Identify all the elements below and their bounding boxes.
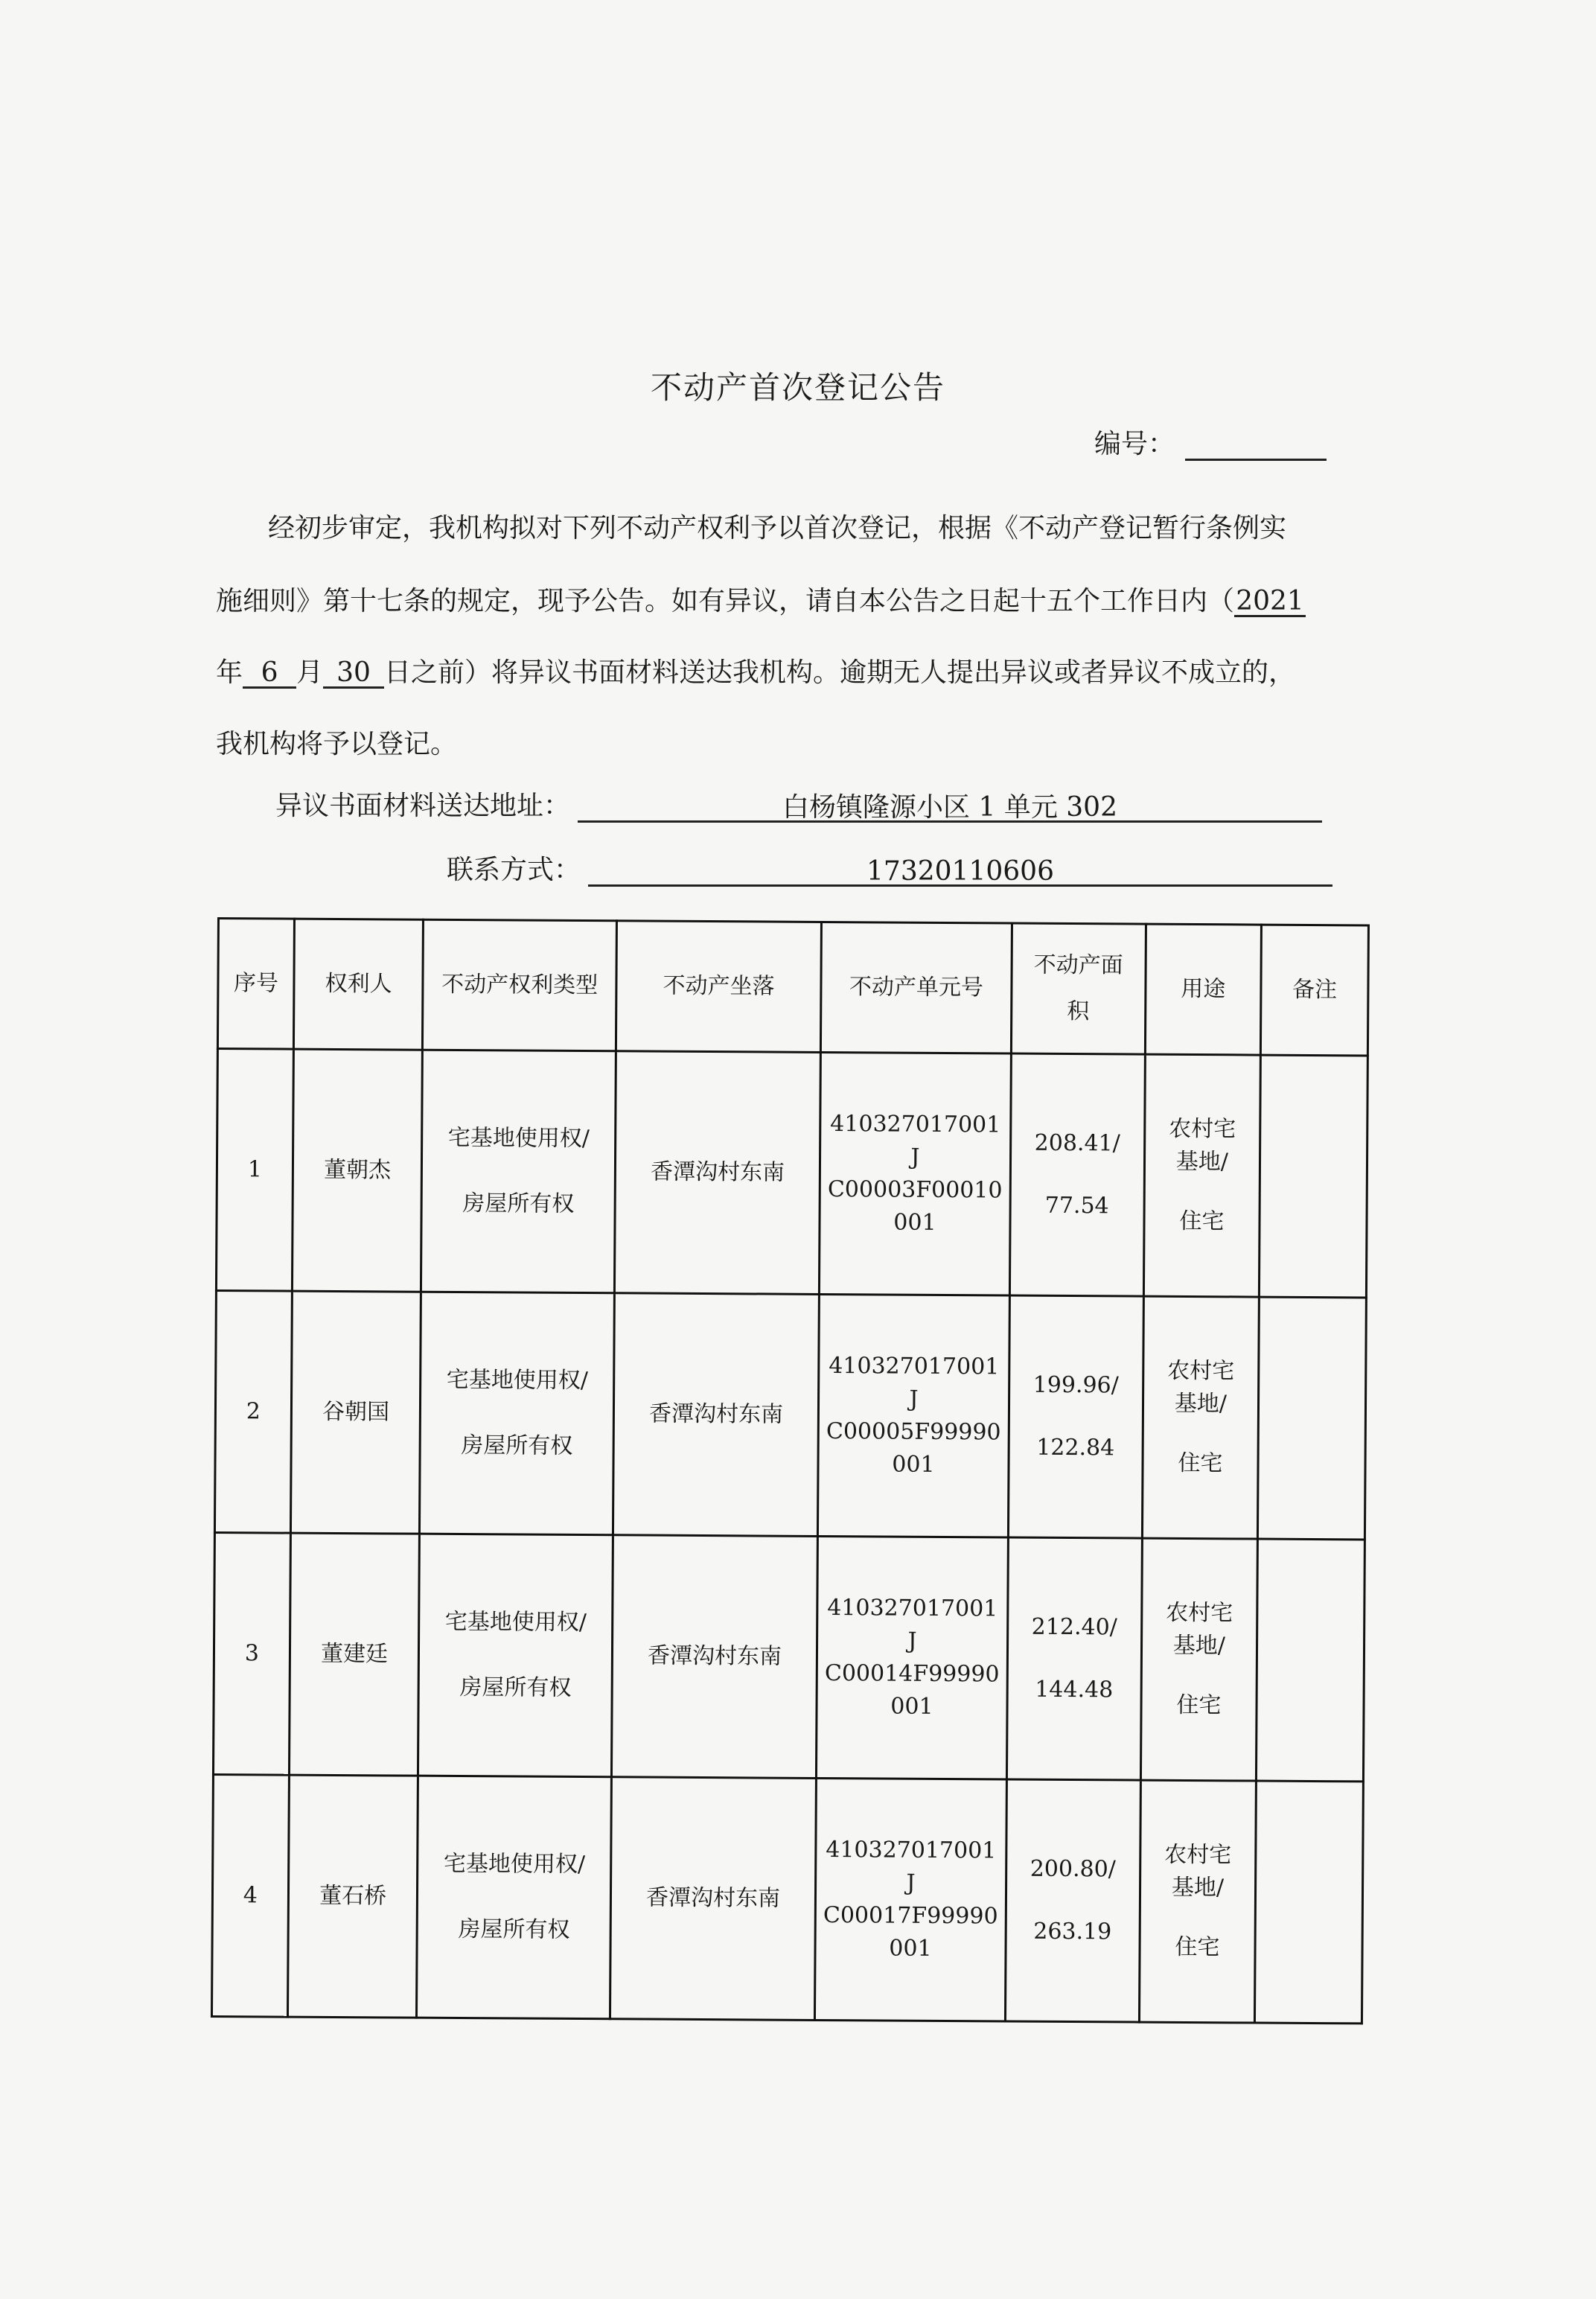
cell-area-line-1: 212.40/ — [1031, 1613, 1117, 1641]
cell-owner: 谷朝国 — [290, 1291, 421, 1534]
table-row — [211, 1774, 1363, 2023]
header-seq: 序号 — [217, 919, 294, 1050]
cell-right-type — [417, 1776, 611, 2019]
cell-owner: 董石桥 — [287, 1775, 418, 2018]
notice-line-3 — [216, 657, 1296, 689]
cell-right-type-line-1: 宅基地使用权/ — [446, 1366, 589, 1394]
notice-line-2 — [216, 588, 1306, 617]
table-row — [213, 1532, 1364, 1781]
cell-unit-no-line-3: 001 — [893, 1209, 936, 1236]
cell-usage-line-1: 农村宅 — [1166, 1599, 1233, 1627]
notice-paragraph — [216, 515, 1340, 768]
address-row — [275, 785, 1322, 823]
cell-owner: 董建廷 — [289, 1533, 420, 1776]
cell-area-line-1: 199.96/ — [1032, 1371, 1119, 1399]
cell-unit-no — [817, 1536, 1008, 1779]
cell-right-type-line-2: 房屋所有权 — [459, 1674, 572, 1701]
address-value: 白杨镇隆源小区 1 单元 302 — [578, 795, 1322, 823]
cell-location: 香潭沟村东南 — [610, 1777, 816, 2021]
header-area-line-1: 不动产面 — [1033, 951, 1123, 979]
cell-area — [1008, 1295, 1143, 1538]
cell-area — [1006, 1537, 1142, 1780]
cell-usage-line-3: 住宅 — [1179, 1208, 1225, 1235]
cell-usage — [1139, 1780, 1257, 2023]
address-label: 异议书面材料送达地址： — [275, 791, 571, 821]
cell-area-line-2: 144.48 — [1035, 1676, 1114, 1703]
contact-label: 联系方式： — [447, 855, 581, 885]
cell-right-type-line-1: 宅基地使用权/ — [444, 1608, 587, 1636]
cell-unit-no-line-3: 001 — [892, 1451, 935, 1478]
header-location: 不动产坐落 — [616, 921, 821, 1053]
cell-right-type — [420, 1292, 614, 1535]
cell-usage-line-2: 基地/ — [1174, 1390, 1228, 1418]
cell-usage-line-1: 农村宅 — [1167, 1357, 1235, 1385]
notice-month-suffix: 月 — [296, 657, 324, 688]
notice-line-4: 我机构将予以登记。 — [216, 729, 458, 759]
cell-unit-no-line-1: 410327017001J — [830, 1111, 1001, 1170]
cell-unit-no-line-3: 001 — [889, 1935, 932, 1962]
header-area-line-2: 积 — [1067, 998, 1090, 1025]
header-unit-no: 不动产单元号 — [821, 922, 1012, 1053]
cell-seq: 2 — [214, 1290, 292, 1533]
cell-remarks — [1260, 1055, 1368, 1298]
cell-unit-no — [815, 1778, 1006, 2021]
notice-line-1: 经初步审定，我机构拟对下列不动产权利予以首次登记，根据《不动产登记暂行条例实 — [268, 513, 1287, 543]
cell-area — [1009, 1053, 1145, 1296]
cell-usage-line-2: 基地/ — [1171, 1874, 1225, 1901]
notice-day: 30 — [323, 660, 384, 689]
cell-unit-no — [820, 1052, 1011, 1295]
cell-location: 香潭沟村东南 — [614, 1051, 820, 1295]
cell-seq: 3 — [213, 1532, 290, 1775]
cell-unit-no-line-3: 001 — [890, 1693, 933, 1720]
cell-right-type-line-1: 宅基地使用权/ — [447, 1124, 590, 1152]
cell-right-type-line-2: 房屋所有权 — [461, 1432, 573, 1459]
cell-right-type-line-1: 宅基地使用权/ — [443, 1850, 586, 1878]
notice-line-3-text: 日之前）将异议书面材料送达我机构。逾期无人提出异议或者异议不成立的， — [384, 657, 1296, 688]
cell-usage — [1143, 1054, 1261, 1297]
cell-unit-no-line-1: 410327017001J — [826, 1837, 997, 1896]
cell-area-line-2: 263.19 — [1033, 1918, 1112, 1945]
cell-area — [1005, 1779, 1140, 2022]
cell-remarks — [1255, 1781, 1364, 2024]
header-usage: 用途 — [1145, 924, 1262, 1055]
notice-month: 6 — [243, 660, 296, 689]
cell-unit-no-line-2: C00003F00010 — [827, 1176, 1003, 1204]
table-row — [216, 1049, 1367, 1298]
notice-year: 2021 — [1234, 588, 1306, 617]
cell-seq: 1 — [216, 1049, 293, 1292]
cell-usage — [1140, 1538, 1258, 1781]
cell-remarks — [1258, 1297, 1367, 1540]
table-row — [214, 1290, 1366, 1539]
cell-area-line-1: 208.41/ — [1034, 1129, 1120, 1157]
cell-unit-no-line-2: C00017F99990 — [823, 1901, 998, 1930]
cell-area-line-1: 200.80/ — [1030, 1855, 1116, 1883]
cell-usage-line-3: 住宅 — [1176, 1691, 1222, 1719]
cell-remarks — [1257, 1539, 1365, 1782]
header-owner: 权利人 — [293, 919, 424, 1050]
cell-area-line-2: 122.84 — [1036, 1434, 1115, 1461]
cell-right-type-line-2: 房屋所有权 — [462, 1190, 575, 1217]
header-right-type: 不动产权利类型 — [423, 919, 616, 1051]
cell-unit-no-line-1: 410327017001J — [829, 1353, 1000, 1412]
cell-area-line-2: 77.54 — [1044, 1192, 1109, 1219]
cell-right-type — [418, 1534, 613, 1777]
contact-row — [447, 849, 1332, 887]
registration-table — [211, 917, 1370, 2024]
cell-unit-no-line-2: C00014F99990 — [824, 1660, 1000, 1688]
contact-value: 17320110606 — [588, 859, 1332, 887]
cell-unit-no-line-2: C00005F99990 — [826, 1418, 1001, 1446]
cell-usage-line-1: 农村宅 — [1164, 1841, 1232, 1869]
cell-unit-no-line-1: 410327017001J — [827, 1595, 998, 1654]
cell-right-type — [421, 1050, 616, 1293]
document-number-label: 编号： — [1094, 429, 1175, 459]
cell-usage — [1142, 1296, 1260, 1539]
cell-usage-line-2: 基地/ — [1172, 1632, 1226, 1659]
document-number-blank — [1185, 432, 1327, 461]
notice-year-suffix: 年 — [216, 657, 243, 688]
cell-location: 香潭沟村东南 — [613, 1293, 819, 1537]
notice-line-2-text: 施细则》第十七条的规定，现予公告。如有异议，请自本公告之日起十五个工作日内（ — [216, 586, 1235, 616]
cell-owner: 董朝杰 — [292, 1049, 423, 1292]
header-area — [1011, 923, 1146, 1054]
cell-unit-no — [818, 1294, 1009, 1537]
header-remarks: 备注 — [1261, 925, 1369, 1056]
cell-usage-line-3: 住宅 — [1175, 1933, 1220, 1961]
document-number — [1094, 423, 1327, 461]
cell-right-type-line-2: 房屋所有权 — [458, 1916, 570, 1943]
cell-location: 香潭沟村东南 — [611, 1535, 817, 1779]
cell-seq: 4 — [211, 1774, 289, 2017]
page-title: 不动产首次登记公告 — [650, 369, 945, 406]
cell-usage-line-2: 基地/ — [1175, 1148, 1229, 1176]
table-header-row — [217, 919, 1368, 1056]
cell-usage-line-1: 农村宅 — [1169, 1115, 1236, 1143]
cell-usage-line-3: 住宅 — [1178, 1450, 1223, 1477]
